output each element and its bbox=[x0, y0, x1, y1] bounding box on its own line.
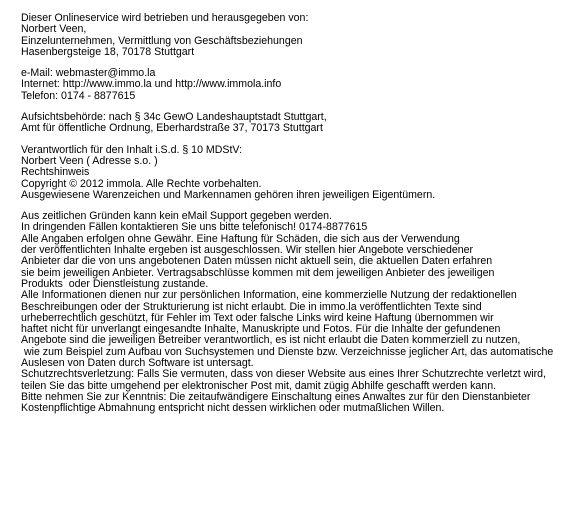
operator-name: Norbert Veen, bbox=[21, 23, 87, 36]
disclaimer-line: Auslesen von Daten durch Software ist untersagt. bbox=[21, 357, 254, 370]
phone-number: Telefon: 0174 - 8877615 bbox=[21, 89, 136, 102]
operator-block bbox=[21, 13, 580, 58]
operator-intro: Dieser Onlineservice wird betrieben und herausgegeben von: bbox=[21, 12, 309, 24]
legal-notice-heading: Rechtshinweis bbox=[21, 166, 90, 179]
disclaimer-line: haftet nicht für unverlangt eingesandte Inhalte, Manuskripte und Fotos. Für die Inhalte der gefundenen bbox=[21, 323, 501, 336]
copyright-notice: Copyright © 2012 immola. Alle Rechte vorbehalten. bbox=[21, 177, 262, 190]
disclaimer-line: Alle Informationen dienen nur zur persönlichen Information, eine kommerzielle Nutzung der redaktionellen bbox=[21, 289, 517, 302]
disclaimer-line: Aus zeitlichen Gründen kann kein eMail Support gegeben werden. bbox=[21, 210, 332, 223]
authority-line-2: Amt für öffentliche Ordnung, Eberhardstraße 37, 70173 Stuttgart bbox=[21, 122, 323, 135]
email-link[interactable]: e-Mail: webmaster@immo.la bbox=[21, 67, 156, 80]
operator-business: Einzelunternehmen, Vermittlung von Geschäftsbeziehungen bbox=[21, 34, 303, 47]
disclaimer-line: sie beim jeweiligen Anbieter. Vertragsabschlüsse kommen mit dem jeweiligen Anbieter des jeweiligen bbox=[21, 266, 495, 279]
authority-block bbox=[21, 112, 580, 135]
disclaimer-line: Kostenpflichtige Abmahnung entspricht nicht dessen wirklichen oder mutmaßlichen Willen. bbox=[21, 402, 445, 415]
disclaimer-line: In dringenden Fällen kontaktieren Sie uns bitte telefonisch! 0174-8877615 bbox=[21, 221, 368, 234]
disclaimer-line: Bitte nehmen Sie zur Kenntnis: Die zeitaufwändigere Einschaltung eines Anwaltes zur für den Dienstanbieter bbox=[21, 390, 531, 403]
disclaimer-line: Alle Angaben erfolgen ohne Gewähr. Eine Haftung für Schäden, die sich aus der Verwendung bbox=[21, 232, 460, 245]
website-links[interactable]: Internet: http://www.immo.la und http://www.immola.info bbox=[21, 78, 282, 91]
disclaimer-line: Schutzrechtsverletzung: Falls Sie vermuten, dass von dieser Website aus eines Ihrer Schutzrechte verletzt wird, bbox=[21, 368, 547, 381]
responsible-block bbox=[21, 145, 580, 201]
responsible-person: Norbert Veen ( Adresse s.o. ) bbox=[21, 154, 158, 167]
authority-line-1: Aufsichtsbehörde: nach § 34c GewO Landeshauptstadt Stuttgart, bbox=[21, 111, 327, 124]
disclaimer-line: Anbieter dar die von uns angebotenen Daten müssen nicht aktuell sein, die aktuellen Daten erfahren bbox=[21, 255, 493, 268]
contact-block bbox=[21, 68, 580, 102]
trademark-notice: Ausgewiesene Warenzeichen und Markennamen gehören ihren jeweiligen Eigentümern. bbox=[21, 188, 436, 201]
disclaimer-line: teilen Sie das bitte umgehend per elektronischer Post mit, damit zügig Abhilfe geschafft werden kann. bbox=[21, 379, 497, 392]
disclaimer-line: der veröffentlichten Inhalte ergeben ist ausgeschlossen. Wir stellen hier Angebote verschiedener bbox=[21, 244, 474, 257]
operator-address: Hasenbergsteige 18, 70178 Stuttgart bbox=[21, 45, 195, 58]
responsible-heading: Verantwortlich für den Inhalt i.S.d. § 10 MDStV: bbox=[21, 143, 243, 156]
disclaimer-block bbox=[21, 211, 580, 414]
disclaimer-line: Produkts oder Dienstleistung zustande. bbox=[21, 277, 209, 290]
disclaimer-line: Beschreibungen oder der Strukturierung ist nicht erlaubt. Die in immo.la veröffentlichten Texte sind bbox=[21, 300, 482, 313]
disclaimer-line: Angebote sind die jeweiligen Betreiber verantwortlich, es ist nicht erlaubt die Daten kommerziell zu nutzen, bbox=[21, 334, 521, 347]
disclaimer-line: wie zum Beispiel zum Aufbau von Suchsystemen und Dienste bzw. Verzeichnisse jeglicher Art, das automatische bbox=[21, 345, 554, 358]
disclaimer-line: urheberrechtlich geschützt, für Fehler im Text oder falsche Links wird keine Haftung übernommen wir bbox=[21, 311, 494, 324]
